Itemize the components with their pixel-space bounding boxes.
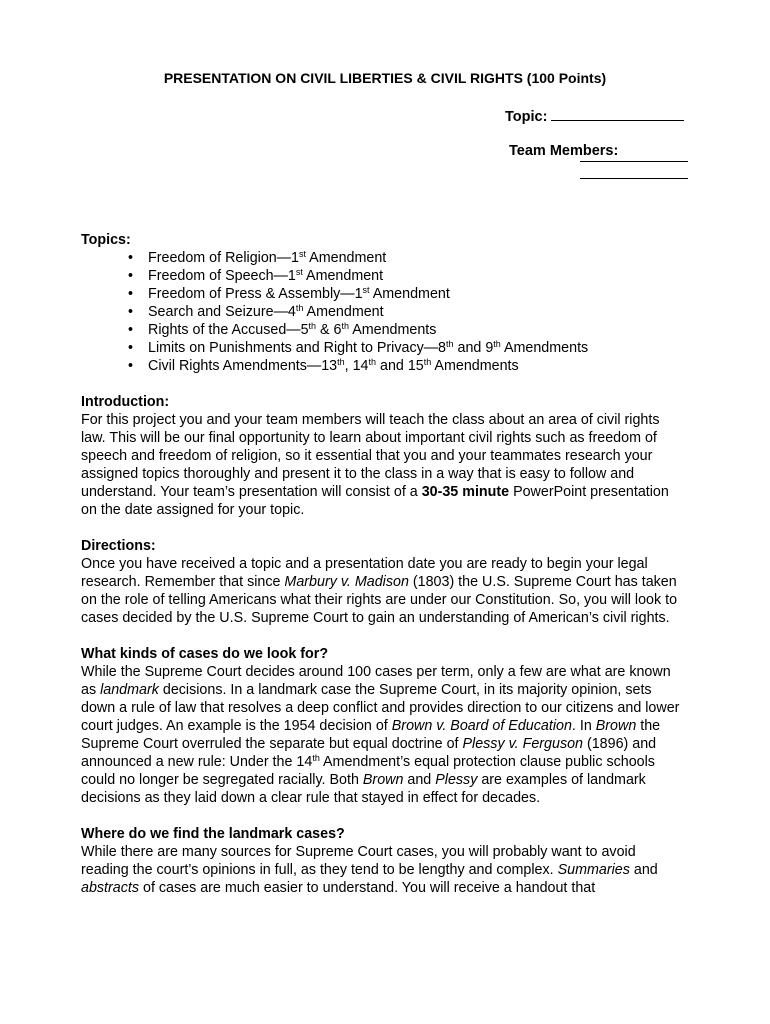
- topic-label: Topic:: [505, 109, 548, 125]
- introduction-heading: Introduction:: [81, 394, 170, 410]
- team-members-label: Team Members:: [509, 143, 619, 159]
- directions-heading: Directions:: [81, 538, 156, 554]
- topics-section: [81, 231, 681, 897]
- topic-item: • Freedom of Press & Assembly—1st Amendment: [128, 285, 681, 303]
- page-title: PRESENTATION ON CIVIL LIBERTIES & CIVIL RIGHTS (100 Points): [163, 70, 607, 86]
- topic-item: • Limits on Punishments and Right to Privacy—8th and 9th Amendments: [128, 339, 681, 357]
- introduction-section: [81, 393, 681, 519]
- topic-blank-line: [551, 106, 684, 121]
- topics-heading: Topics:: [81, 232, 131, 248]
- team-member-blank-line-1: [580, 161, 688, 162]
- directions-section: [81, 537, 681, 627]
- topic-item: • Rights of the Accused—5th & 6th Amendments: [128, 321, 681, 339]
- kinds-of-cases-text: While the Supreme Court decides around 100 cases per term, only a few are what are known as landmark decisions. In a landmark case the Supreme Court, in its majority opinion, sets down a rule of law that resolves a deep conflict and provides direction to our citizens and lower court judges. An example is the 1954 decision of Brown v. Board of Education. In Brown the Supreme Court overruled the separate but equal doctrine of Plessy v. Ferguson (1896) and announced a new rule: Under the 14th Amendment’s equal protection clause public schools could no longer be segregated racially. Both Brown and Plessy are examples of landmark decisions as they laid down a clear rule that stayed in effect for decades.: [81, 664, 680, 806]
- landmark-cases-heading: Where do we find the landmark cases?: [81, 826, 345, 842]
- team-member-blank-line-2: [580, 178, 688, 179]
- topic-item: • Search and Seizure—4th Amendment: [128, 303, 681, 321]
- topics-list: [81, 249, 681, 375]
- kinds-of-cases-section: [81, 645, 681, 807]
- introduction-text: For this project you and your team members will teach the class about an area of civil rights law. This will be our final opportunity to learn about important civil rights such as freedom of speech and freedom of religion, so it essential that you and your teammates research your assigned topics thoroughly and present it to the class in a way that is easy to follow and understand. Your team’s presentation will consist of a 30-35 minute PowerPoint presentation on the date assigned for your topic.: [81, 412, 669, 518]
- topic-item: • Freedom of Speech—1st Amendment: [128, 267, 681, 285]
- topic-item: • Freedom of Religion—1st Amendment: [128, 249, 681, 267]
- landmark-cases-section: [81, 825, 681, 897]
- topic-item: • Civil Rights Amendments—13th, 14th and 15th Amendments: [128, 357, 681, 375]
- directions-text: Once you have received a topic and a presentation date you are ready to begin your legal research. Remember that since Marbury v. Madison (1803) the U.S. Supreme Court has taken on the role of telling Americans what their rights are under our Constitution. So, you will look to cases decided by the U.S. Supreme Court to gain an understanding of American’s civil rights.: [81, 556, 678, 626]
- kinds-of-cases-heading: What kinds of cases do we look for?: [81, 646, 329, 662]
- topic-field: [505, 106, 684, 125]
- landmark-cases-text: While there are many sources for Supreme Court cases, you will probably want to avoid reading the court’s opinions in full, as they tend to be lengthy and complex. Summaries and abstracts of cases are much easier to understand. You will receive a handout that: [81, 844, 658, 896]
